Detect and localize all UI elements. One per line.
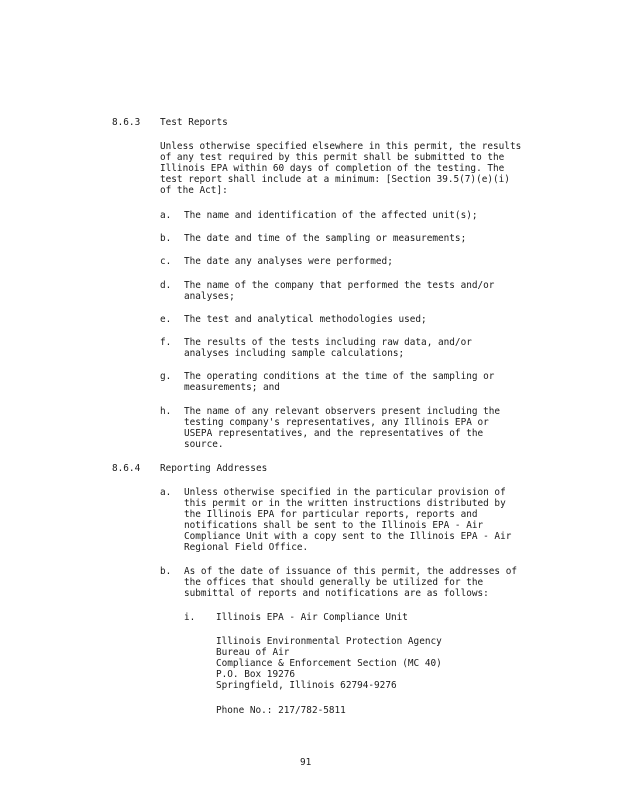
list-item-line: Compliance Unit with a copy sent to the Illinois EPA - Air xyxy=(184,531,512,542)
list-item-line: The date any analyses were performed; xyxy=(184,256,393,267)
section-heading: Test Reports xyxy=(160,117,228,128)
list-item-letter: a. xyxy=(160,487,172,498)
list-item-line: USEPA representatives, and the representatives of the xyxy=(184,428,484,439)
address-line: Illinois Environmental Protection Agency xyxy=(216,636,442,647)
sub-item-numeral: i. xyxy=(184,612,196,623)
list-item-line: Unless otherwise specified in the particular provision of xyxy=(184,487,506,498)
address-line: Bureau of Air xyxy=(216,647,290,658)
list-item-letter: a. xyxy=(160,210,172,221)
list-item-line: Regional Field Office. xyxy=(184,542,309,553)
address-line: P.O. Box 19276 xyxy=(216,669,296,680)
list-item-line: this permit or in the written instructions distributed by xyxy=(184,498,506,509)
section-number: 8.6.3 xyxy=(112,117,141,128)
phone-number: Phone No.: 217/782-5811 xyxy=(216,705,346,716)
list-item-line: analyses; xyxy=(184,291,235,302)
list-item-letter: c. xyxy=(160,256,172,267)
list-item-line: analyses including sample calculations; xyxy=(184,348,405,359)
list-item-letter: b. xyxy=(160,566,172,577)
list-item-line: testing company's representatives, any Illinois EPA or xyxy=(184,417,489,428)
address-title: Illinois EPA - Air Compliance Unit xyxy=(216,612,408,623)
paragraph-line: test report shall include at a minimum: [Section 39.5(7)(e)(i) xyxy=(160,174,510,185)
section-heading: Reporting Addresses xyxy=(160,463,268,474)
list-item-line: measurements; and xyxy=(184,382,280,393)
page-number: 91 xyxy=(300,757,312,768)
list-item-line: The test and analytical methodologies used; xyxy=(184,314,427,325)
list-item-letter: d. xyxy=(160,280,172,291)
list-item-line: The name of any relevant observers present including the xyxy=(184,406,501,417)
list-item-line: submittal of reports and notifications are as follows: xyxy=(184,588,489,599)
address-line: Compliance & Enforcement Section (MC 40) xyxy=(216,658,442,669)
address-line: Springfield, Illinois 62794-9276 xyxy=(216,680,397,691)
list-item-letter: g. xyxy=(160,371,172,382)
list-item-letter: h. xyxy=(160,406,172,417)
list-item-letter: e. xyxy=(160,314,172,325)
paragraph-line: Unless otherwise specified elsewhere in this permit, the results xyxy=(160,141,522,152)
list-item-line: The operating conditions at the time of the sampling or xyxy=(184,371,495,382)
paragraph-line: of any test required by this permit shall be submitted to the xyxy=(160,152,505,163)
list-item-line: The name and identification of the affected unit(s); xyxy=(184,210,478,221)
list-item-line: The results of the tests including raw data, and/or xyxy=(184,337,472,348)
list-item-line: The name of the company that performed the tests and/or xyxy=(184,280,495,291)
list-item-letter: b. xyxy=(160,233,172,244)
paragraph-line: of the Act]: xyxy=(160,185,228,196)
list-item-line: The date and time of the sampling or measurements; xyxy=(184,233,467,244)
list-item-line: the offices that should generally be utilized for the xyxy=(184,577,484,588)
section-number: 8.6.4 xyxy=(112,463,141,474)
list-item-line: source. xyxy=(184,439,224,450)
list-item-line: the Illinois EPA for particular reports, reports and xyxy=(184,509,478,520)
paragraph-line: Illinois EPA within 60 days of completion of the testing. The xyxy=(160,163,505,174)
list-item-letter: f. xyxy=(160,337,172,348)
list-item-line: As of the date of issuance of this permit, the addresses of xyxy=(184,566,518,577)
list-item-line: notifications shall be sent to the Illinois EPA - Air xyxy=(184,520,484,531)
